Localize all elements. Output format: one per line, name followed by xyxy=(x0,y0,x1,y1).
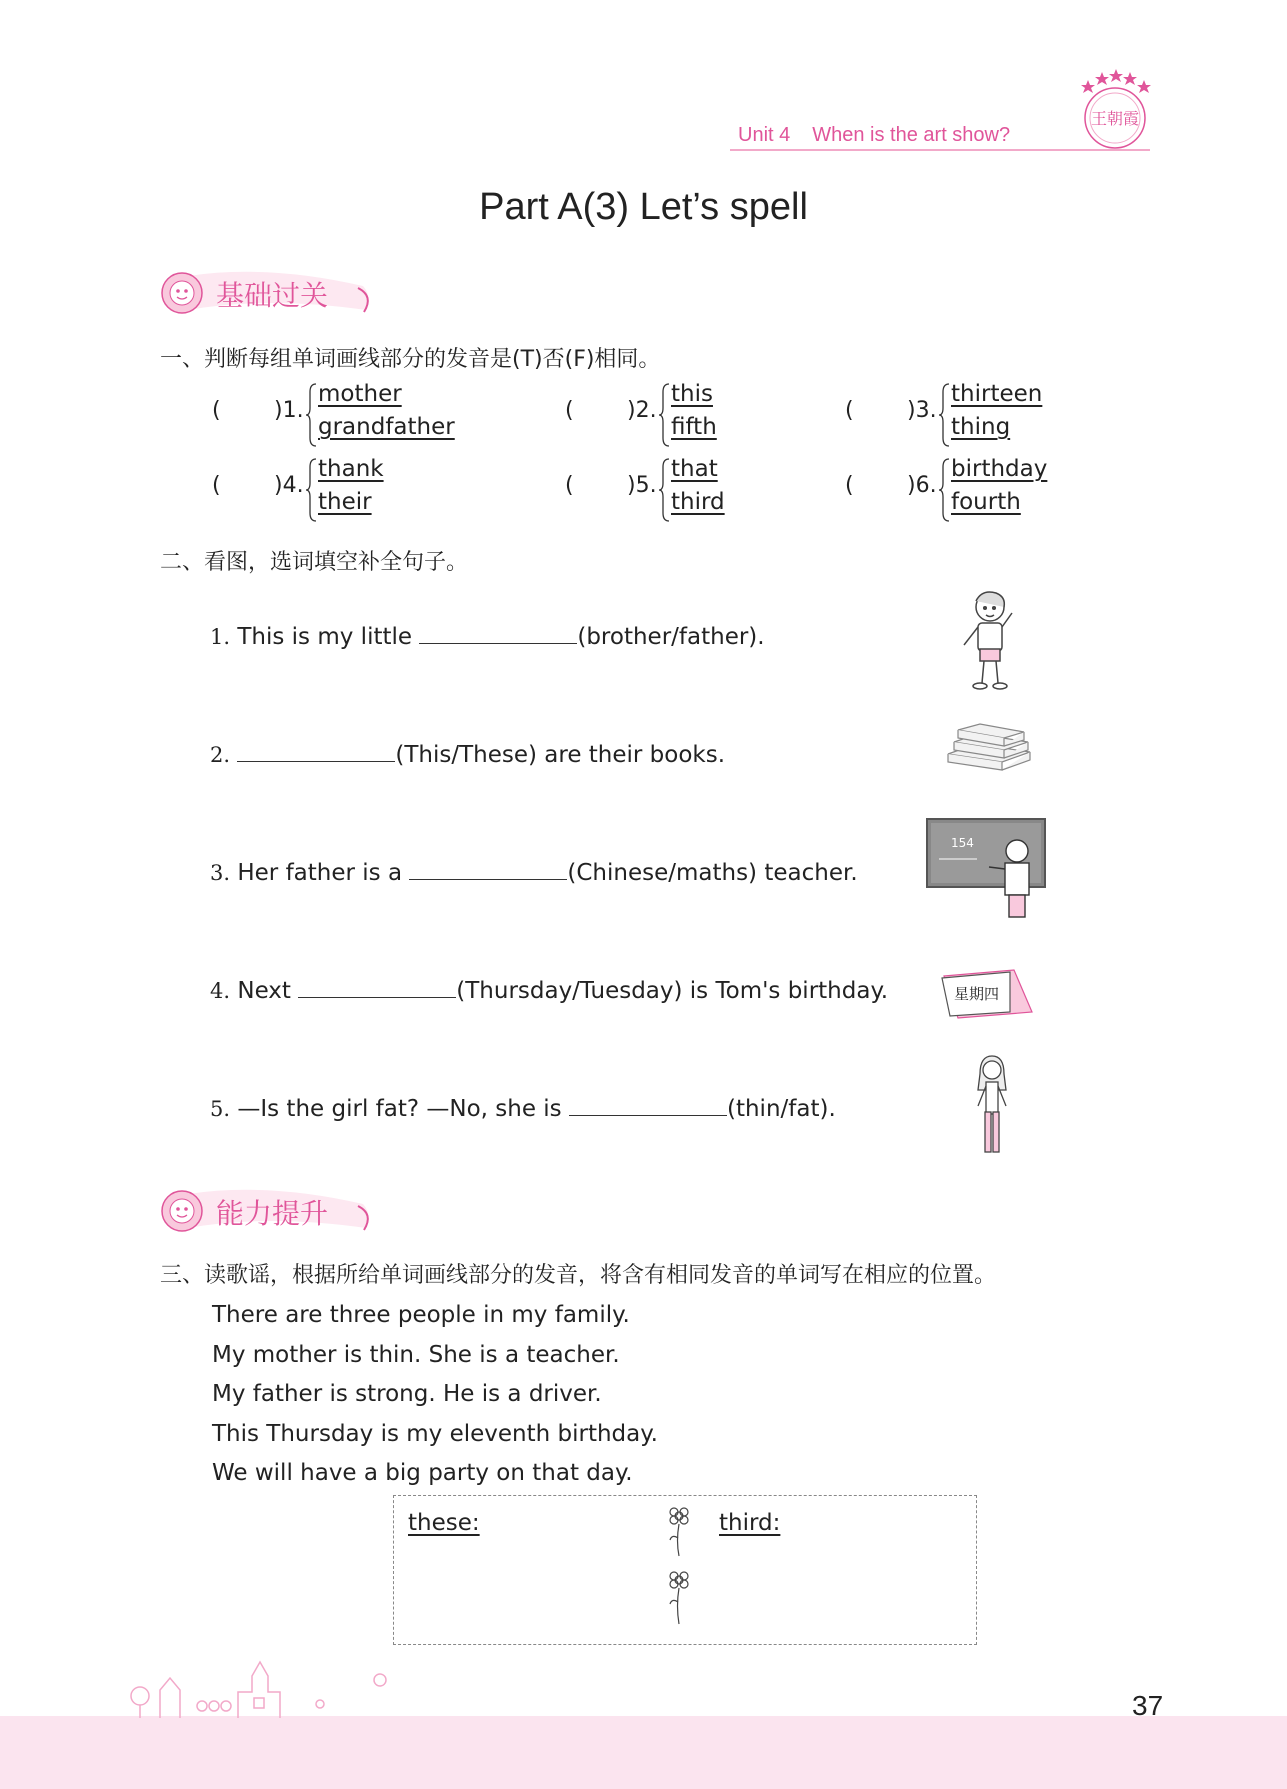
part1-heading: 一、判断每组单词画线部分的发音是(T)否(F)相同。 xyxy=(160,347,661,372)
flower-divider-icon xyxy=(664,1506,694,1636)
brace-icon xyxy=(939,457,951,523)
item-number: )6. xyxy=(907,473,937,498)
sentence-4: 4. Next (Thursday/Tuesday) is Tom's birthday. xyxy=(210,975,888,1004)
brace-icon xyxy=(306,457,318,523)
word-b: their xyxy=(318,489,372,515)
word-b: fourth xyxy=(951,489,1021,515)
calendar-illustration xyxy=(938,966,1036,1022)
footer-decoration-icon xyxy=(120,1648,420,1718)
section-badge-basic xyxy=(158,266,378,320)
poem-line: There are three people in my family. xyxy=(212,1302,630,1328)
answer-paren[interactable]: ( xyxy=(212,473,221,498)
part3-heading: 三、读歌谣，根据所给单词画线部分的发音，将含有相同发音的单词写在相应的位置。 xyxy=(160,1263,997,1288)
section-badge-ability xyxy=(158,1184,378,1238)
part2-heading: 二、看图，选词填空补全句子。 xyxy=(160,550,469,575)
chant-poem xyxy=(212,1296,658,1494)
poem-line: This Thursday is my eleventh birthday. xyxy=(212,1420,658,1447)
word-a: this xyxy=(671,381,713,407)
answer-blank-5[interactable] xyxy=(569,1093,727,1116)
svg-text:王朝霞: 王朝霞 xyxy=(1090,109,1140,128)
answer-paren[interactable]: ( xyxy=(845,473,854,498)
sentence-1: 1. This is my little (brother/father). xyxy=(210,621,765,650)
sentence-5: 5. —Is the girl fat? —No, she is (thin/fat). xyxy=(210,1093,836,1122)
answer-blank-2[interactable] xyxy=(237,739,395,762)
answer-paren[interactable]: ( xyxy=(845,398,854,423)
running-header xyxy=(738,124,1010,147)
brace-icon xyxy=(939,382,951,448)
publisher-logo xyxy=(1074,66,1156,152)
answer-paren[interactable]: ( xyxy=(565,398,574,423)
page-title: Part A(3) Let’s spell xyxy=(479,186,808,228)
box-label-third: third: xyxy=(719,1510,781,1536)
svg-text:154: 154 xyxy=(951,836,974,850)
word-b: grandfather xyxy=(318,414,455,440)
answer-blank-4[interactable] xyxy=(298,975,456,998)
page-number: 37 xyxy=(1132,1690,1164,1721)
answer-paren[interactable]: ( xyxy=(212,398,221,423)
sentence-2: 2. (This/These) are their books. xyxy=(210,739,725,768)
word-a: thirteen xyxy=(951,381,1043,407)
word-b: thing xyxy=(951,414,1011,440)
footer-band xyxy=(0,1716,1287,1789)
girl-illustration xyxy=(966,1054,1016,1162)
word-a: thank xyxy=(318,456,384,482)
sentence-3: 3. Her father is a (Chinese/maths) teacher. xyxy=(210,857,858,886)
boy-illustration xyxy=(950,585,1020,693)
word-a: that xyxy=(671,456,718,482)
word-a: mother xyxy=(318,381,402,407)
poem-line: My father is strong. He is a driver. xyxy=(212,1381,602,1407)
item-number: )1. xyxy=(274,398,304,423)
section-title-basic: 基础过关 xyxy=(216,279,329,312)
brace-icon xyxy=(659,457,671,523)
word-a: birthday xyxy=(951,456,1048,482)
item-number: )5. xyxy=(627,473,657,498)
books-illustration xyxy=(942,722,1034,778)
brace-icon xyxy=(659,382,671,448)
answer-blank-3[interactable] xyxy=(409,857,567,880)
brace-icon xyxy=(306,382,318,448)
item-number: )2. xyxy=(627,398,657,423)
word-b: fifth xyxy=(671,414,717,440)
item-number: )3. xyxy=(907,398,937,423)
section-title-ability: 能力提升 xyxy=(216,1197,329,1230)
svg-text:星期四: 星期四 xyxy=(954,985,1000,1003)
answer-box[interactable] xyxy=(393,1495,977,1645)
answer-paren[interactable]: ( xyxy=(565,473,574,498)
answer-blank-1[interactable] xyxy=(419,621,577,644)
teacher-illustration xyxy=(925,817,1049,921)
unit-subtitle: When is the art show? xyxy=(812,124,1011,146)
poem-line: My mother is thin. She is a teacher. xyxy=(212,1341,620,1368)
poem-line: We will have a big party on that day. xyxy=(212,1460,633,1486)
unit-label: Unit 4 xyxy=(738,124,791,146)
word-b: third xyxy=(671,489,725,515)
item-number: )4. xyxy=(274,473,304,498)
box-label-these: these: xyxy=(408,1510,480,1536)
